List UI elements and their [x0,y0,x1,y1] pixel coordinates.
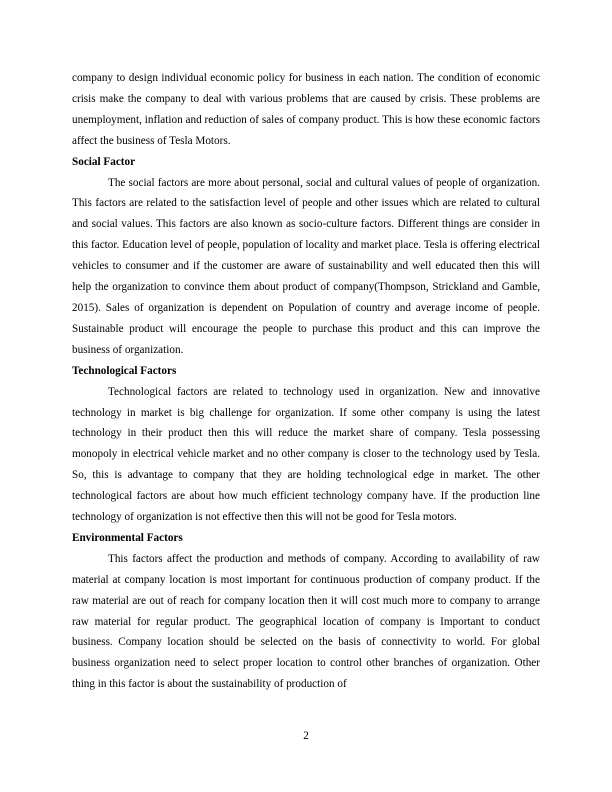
social-factor-heading: Social Factor [72,155,136,168]
intro-paragraph: company to design individual economic policy for business in each nation. The condition of economic crisis make the company to deal with various problems that are caused by crisis. These problems are unemployment, inflation and reduction of sales of company product. This is how these economic factors affect the business of Tesla Motors. [72,72,540,147]
environmental-factors-heading: Environmental Factors [72,531,183,544]
page-number: 2 [303,730,309,742]
environmental-factors-paragraph: This factors affect the production and methods of company. According to availability of raw material at company location is most important for continuous production of company product. If the raw material are out of reach for company location then it will cost much more to company to arrange raw material for regular product. The geographical location of company is Important to conduct business. Company location should be selected on the basis of connectivity to world. For global business organization need to select proper location to control other branches of organization. Other thing in this factor is about the sustainability of production of [72,552,540,691]
technological-factors-paragraph: Technological factors are related to technology used in organization. New and innovative technology in market is big challenge for organization. If some other company is using the latest technology in their product then this will reduce the market share of company. Tesla possessing monopoly in electrical vehicle market and no other company is closer to the technology used by Tesla. So, this is advantage to company that they are holding technological edge in market. The other technological factors are about how much efficient technology company have. If the production line technology of organization is not effective then this will not be good for Tesla motors. [72,385,540,524]
technological-factors-heading: Technological Factors [72,364,177,377]
document-page [72,68,540,695]
social-factor-paragraph: The social factors are more about personal, social and cultural values of people of organization. This factors are related to the satisfaction level of people and other issues which are related to cultural and social values. This factors are also known as socio-culture factors. Different things are consider in this factor. Education level of people, population of locality and market place. Tesla is offering electrical vehicles to consumer and if the customer are aware of sustainability and well educated then this will help the organization to convince them about product of company(Thompson, Strickland and Gamble, 2015). Sales of organization is dependent on Population of country and average income of people. Sustainable product will encourage the people to purchase this product and this can improve the business of organization. [72,176,540,356]
